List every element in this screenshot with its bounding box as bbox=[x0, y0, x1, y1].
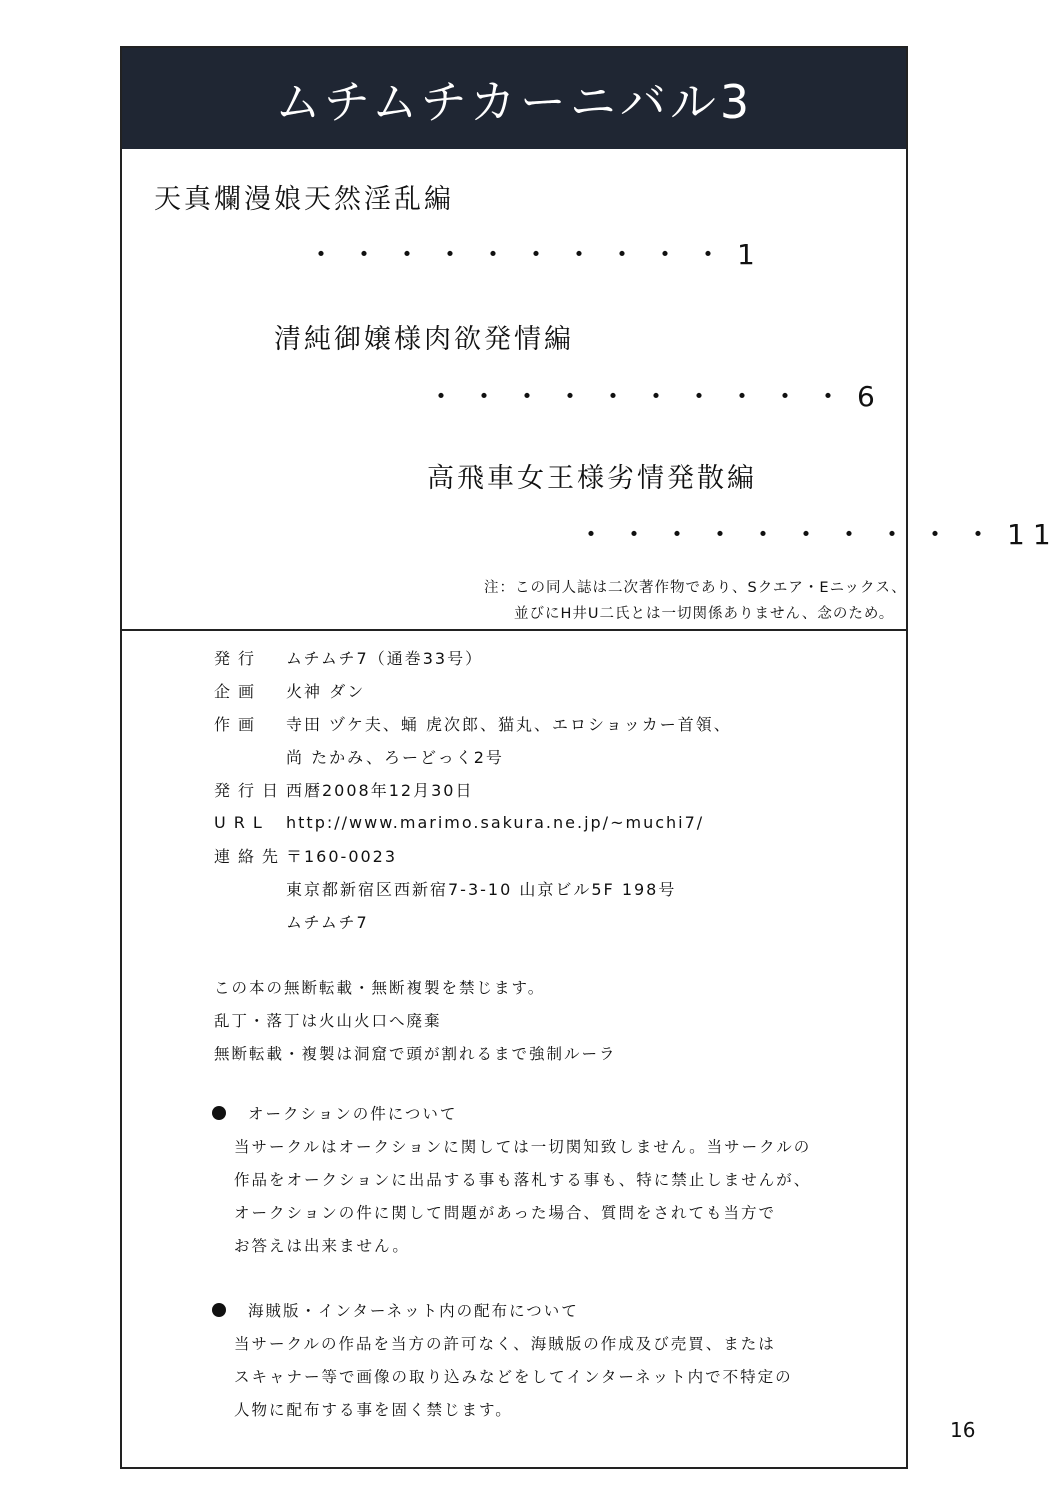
toc-title-3: 高飛車女王様劣情発散編 bbox=[427, 463, 757, 494]
colophon-row bbox=[214, 839, 732, 872]
toc-title-2: 清純御嬢様肉欲発情編 bbox=[274, 324, 574, 355]
piracy-section bbox=[212, 1293, 793, 1425]
colophon-label: URL bbox=[214, 813, 270, 832]
toc-page-2: 6 bbox=[857, 380, 883, 413]
colophon-row bbox=[214, 641, 732, 674]
colophon bbox=[214, 641, 732, 938]
colophon-row bbox=[214, 674, 732, 707]
colophon-row bbox=[214, 872, 732, 905]
colophon-label: 作画 bbox=[214, 715, 263, 734]
warning-line: 無断転載・複製は洞窟で頭が割れるまで強制ルーラ bbox=[214, 1044, 617, 1063]
section-line: 作品をオークションに出品する事も落札する事も、特に禁止しませんが、 bbox=[234, 1170, 812, 1189]
colophon-row bbox=[214, 707, 732, 740]
section-line: 当サークルの作品を当方の許可なく、海賊版の作成及び売買、または bbox=[234, 1334, 776, 1353]
notice-line: 並びにH井U二氏とは一切関係ありません、念のため。 bbox=[514, 606, 895, 622]
page-title: ムチムチカーニバル3 bbox=[274, 74, 754, 129]
copyright-notice bbox=[484, 575, 907, 627]
toc-title-1: 天真爛漫娘天然淫乱編 bbox=[154, 184, 454, 215]
colophon-value: 〒160-0023 bbox=[286, 847, 398, 866]
toc-dots-2: ・・・・・・・・・・6 bbox=[427, 380, 883, 413]
colophon-label: 発行日 bbox=[214, 781, 287, 800]
colophon-row bbox=[214, 905, 732, 938]
colophon-row bbox=[214, 806, 732, 839]
section-heading bbox=[212, 1096, 811, 1129]
section-line: オークションの件に関して問題があった場合、質問をされても当方で bbox=[234, 1203, 777, 1222]
section-heading bbox=[212, 1293, 793, 1326]
toc-dots-1: ・・・・・・・・・・1 bbox=[307, 238, 763, 271]
colophon-value: 火神 ダン bbox=[286, 682, 366, 701]
bullet-icon bbox=[212, 1303, 226, 1317]
toc-page-1: 1 bbox=[737, 238, 763, 271]
page-frame bbox=[120, 46, 1059, 1469]
section-line: お答えは出来ません。 bbox=[234, 1236, 410, 1255]
colophon-value: 尚 たかみ、ろーどっく2号 bbox=[286, 748, 504, 767]
colophon-value: 東京都新宿区西新宿7-3-10 山京ビル5F 198号 bbox=[286, 880, 677, 899]
toc-page-3: 11 bbox=[1007, 518, 1059, 551]
url-value: http://www.marimo.sakura.ne.jp/~muchi7/ bbox=[286, 813, 705, 832]
section-line: 人物に配布する事を固く禁じます。 bbox=[234, 1400, 513, 1419]
page-number: 16 bbox=[950, 1418, 976, 1442]
colophon-value: 寺田 ヅケ夫、蛹 虎次郎、猫丸、エロショッカー首領、 bbox=[286, 715, 732, 734]
section-line: 当サークルはオークションに関しては一切関知致しません。当サークルの bbox=[234, 1137, 812, 1156]
section-heading-text: 海賊版・インターネット内の配布について bbox=[248, 1301, 579, 1320]
colophon-label: 連絡先 bbox=[214, 847, 287, 866]
section-body bbox=[212, 1129, 811, 1261]
section-line: スキャナー等で画像の取り込みなどをしてインターネット内で不特定の bbox=[234, 1367, 793, 1386]
notice-line: 注：この同人誌は二次著作物であり、Sクエア・Eニックス、 bbox=[484, 580, 907, 596]
colophon-label: 発行 bbox=[214, 649, 263, 668]
section-body bbox=[212, 1326, 793, 1425]
auction-section bbox=[212, 1096, 811, 1261]
warnings bbox=[214, 970, 617, 1069]
colophon-value: ムチムチ7 bbox=[286, 913, 369, 932]
colophon-value: ムチムチ7（通巻33号） bbox=[286, 649, 484, 668]
section-heading-text: オークションの件について bbox=[248, 1104, 458, 1123]
bullet-icon bbox=[212, 1106, 226, 1120]
section-divider bbox=[122, 629, 906, 631]
toc-dots-3: ・・・・・・・・・・11 bbox=[577, 518, 1059, 551]
colophon-value: 西暦2008年12月30日 bbox=[286, 781, 474, 800]
colophon-label: 企画 bbox=[214, 682, 263, 701]
warning-line: 乱丁・落丁は火山火口へ廃棄 bbox=[214, 1011, 442, 1030]
title-banner bbox=[122, 48, 906, 149]
colophon-row bbox=[214, 773, 732, 806]
colophon-row bbox=[214, 740, 732, 773]
warning-line: この本の無断転載・無断複製を禁じます。 bbox=[214, 978, 546, 997]
